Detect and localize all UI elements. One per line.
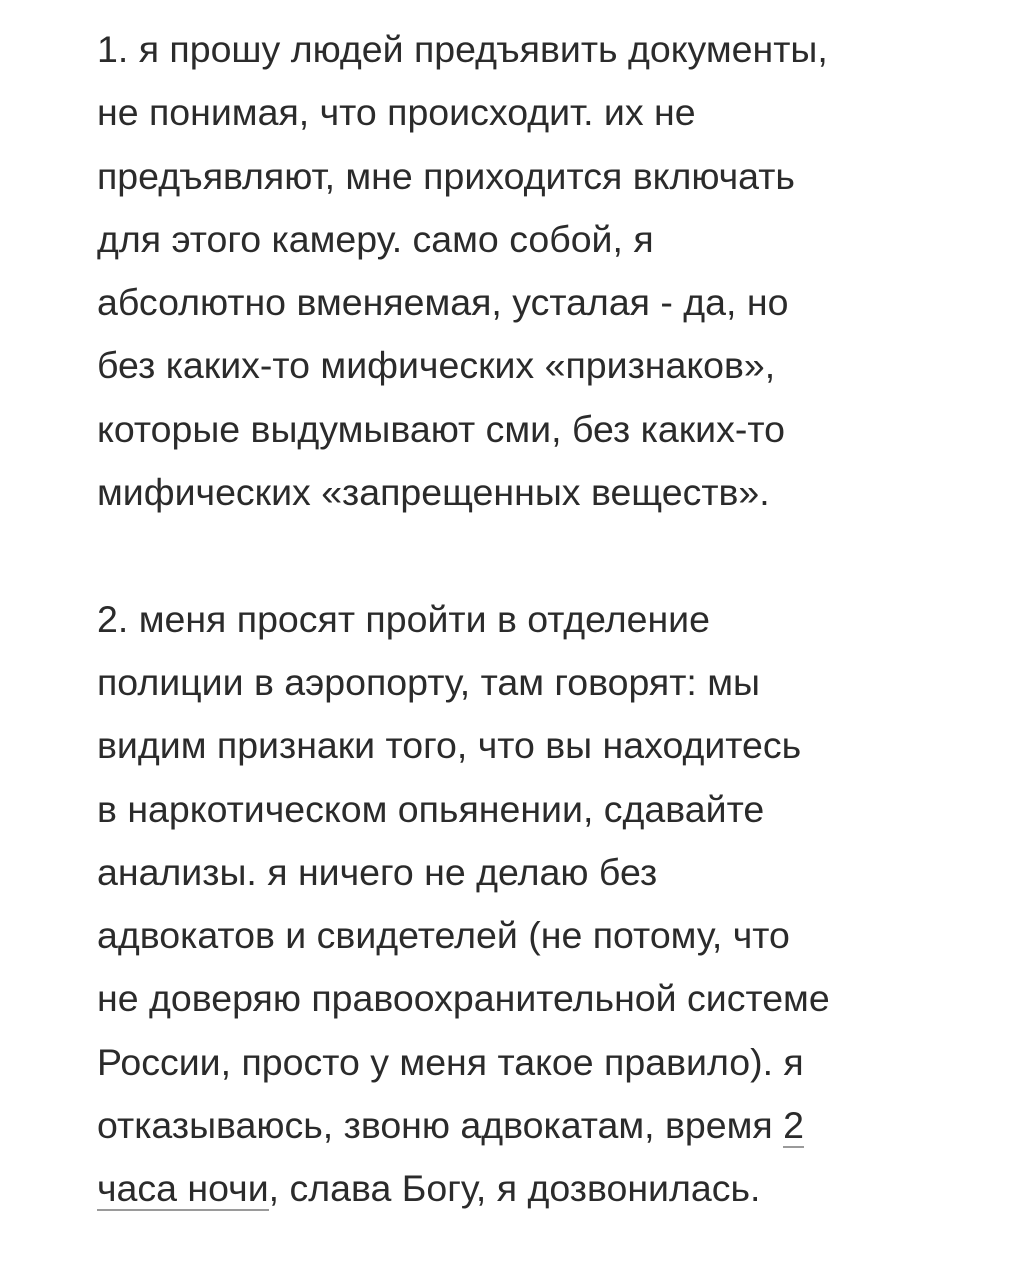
time-link-part-1[interactable]: 2 — [783, 1104, 805, 1147]
document-body — [97, 18, 977, 1221]
time-link-part-2[interactable]: часа ночи — [97, 1167, 269, 1210]
text-line: не доверяю правоохранительной системе — [97, 977, 830, 1020]
text-line: анализы. я ничего не делаю без — [97, 850, 658, 893]
text-line: для этого камеру. само собой, я — [97, 217, 654, 260]
text-line: абсолютно вменяемая, усталая - да, но — [97, 281, 789, 324]
text-segment: , слава Богу, я дозвонилась. — [268, 1167, 761, 1210]
text-line: в наркотическом опьянении, сдавайте — [97, 787, 765, 830]
text-line-with-link — [97, 1157, 977, 1220]
text-line: 2. меня просят пройти в отделение — [97, 597, 710, 640]
text-line-with-link — [97, 1094, 977, 1157]
text-line: не понимая, что происходит. их не — [97, 91, 696, 134]
paragraph-1 — [97, 18, 977, 524]
text-line: мифических «запрещенных веществ». — [97, 471, 770, 514]
text-line: видим признаки того, что вы находитесь — [97, 724, 802, 767]
paragraph-2 — [97, 588, 977, 1221]
text-line: 1. я прошу людей предъявить документы, — [97, 28, 828, 70]
text-line: полиции в аэропорту, там говорят: мы — [97, 660, 760, 703]
text-line: России, просто у меня такое правило). я — [97, 1040, 804, 1083]
text-line: адвокатов и свидетелей (не потому, что — [97, 914, 790, 957]
text-line: без каких-то мифических «признаков», — [97, 344, 776, 387]
text-line: предъявляют, мне приходится включать — [97, 154, 795, 197]
paragraph-spacer — [97, 524, 977, 587]
text-line: которые выдумывают сми, без каких-то — [97, 407, 785, 450]
text-segment: отказываюсь, звоню адвокатам, время — [97, 1104, 784, 1147]
